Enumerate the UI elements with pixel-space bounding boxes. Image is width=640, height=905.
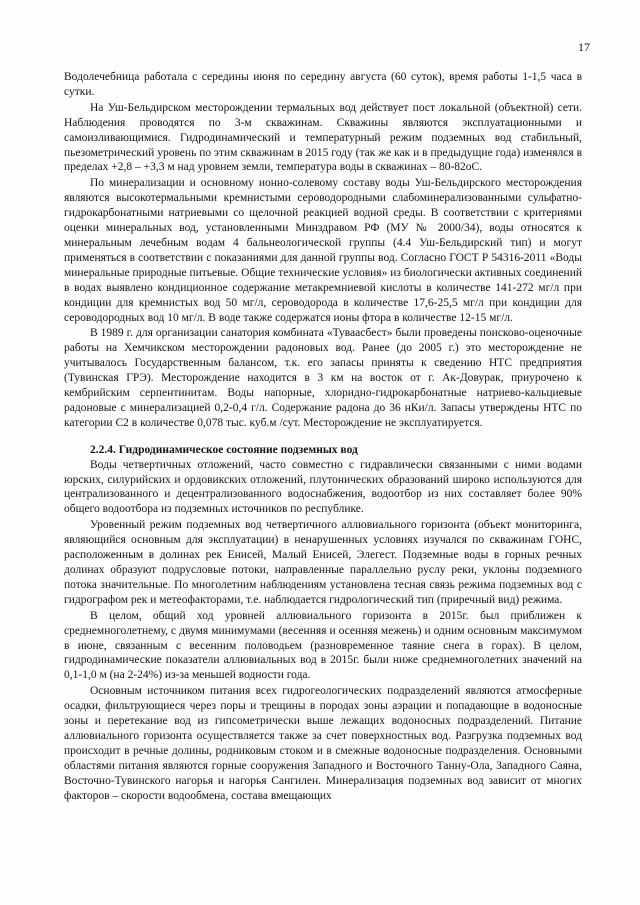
paragraph-level-regime: Уровенный режим подземных вод четвертичного аллювиального горизонта (объект мониторинга, являющийся основным для эксплуатации) в ненарушенных условиях изучался по скважинам ГОНС, расположенным в долинах рек Енисей, Малый Енисей, Элегест. Подземные воды в горных речных долинах образуют подрусловые потоки, направленные параллельно руслу реки, уклоны подземного потока значительные. По многолетним наблюдениям установлена тесная связь режима подземных вод с гидрографом рек и метеофакторами, т.е. наблюдается гидрологический тип (приречный вид) режима. [64, 519, 582, 606]
paragraph-ush-beldir-monitoring: На Уш-Бельдирском месторождении термальных вод действует пост локальной (объектной) сети. Наблюдения проводятся по 3-м скважинам. Скважины являются эксплуатационными и самоизливающимися. Гидродинамический и температурный режим подземных вод стабильный, пьезометрический уровень по этим скважинам в 2015 году (так же как и в предыдущие года) изменялся в пределах +2,8 – +3,3 м над уровнем земли, температура воды в скважинах – 80-82оС. [64, 101, 582, 174]
paragraph-khemchik-radon: В 1989 г. для организации санатория комбината «Туваасбест» были проведены поисково-оценочные работы на Хемчикском месторождении радоновых вод. Ранее (до 2005 г.) это месторождение не учитывалось Государственным балансом, т.к. его запасы приняты к сведению НТС предприятия (Тувинская ГРЭ). Месторождение находится в 3 км на восток от г. Ак-Довурак, приурочено к кембрийским серпентинитам. Воды напорные, хлоридно-гидрокарбонатные натриево-кальциевые радоновые с минерализацией 0,2-0,4 г/л. Содержание радона до 36 нКи/л. Запасы утверждены НТС по категории С2 в количестве 0,078 тыс. куб.м /сут. Месторождение не эксплуатируется. [64, 327, 582, 429]
page-body [64, 70, 582, 805]
paragraph-quaternary-waters: Воды четвертичных отложений, часто совместно с гидравлически связанными с ними водами юрских, силурийских и ордовикских отложений, плутонических образований широко используются для централизованного и децентрализованного водоснабжения, водоотбор из них составляет более 90% общего водоотбора из подземных источников по республике. [64, 458, 582, 516]
section-heading: 2.2.4. Гидродинамическое состояние подземных вод [90, 443, 358, 456]
page-number: 17 [578, 40, 590, 54]
paragraph-recharge-sources: Основным источником питания всех гидрогеологических подразделений являются атмосферные осадки, фильтрующиеся через поры и трещины в породах зоны аэрации и попадающие в водоносные зоны и перетекание вод из гипсометрически выше лежащих водоносных подразделений. Питание аллювиального горизонта осуществляется также за счет поверхностных вод. Разгрузка подземных вод происходит в речные долины, родниковым стоком и в смежные водоносные подразделения. Основными областями питания являются горные сооружения Западного и Восточного Танну-Ола, Западного Саяна, Восточно-Тувинского нагорья и нагорья Сангилен. Минерализация подземных вод зависит от многих факторов – скорости водообмена, состава вмещающих [64, 685, 582, 802]
paragraph-spa-schedule: Водолечебница работала с середины июня по середину августа (60 суток), время работы 1-1,5 часа в сутки. [64, 71, 582, 98]
paragraph-ush-beldir-mineralization: По минерализации и основному ионно-солевому составу воды Уш-Бельдирского месторождения являются высокотермальными кремнистыми сероводородными слабоминерализованными сульфатно-гидрокарбонатными натриевыми со щелочной реакцией водной среды. В соответствии с критериями оценки минеральных вод, установленными Минздравом РФ (МУ № 2000/34), воды относятся к минеральным лечебным водам 4 бальнеологической группы (4.4 Уш-Бельдирский тип) и могут применяться в соответствии с показаниями для данной группы вод. Согласно ГОСТ Р 54316-2011 «Воды минеральные природные питьевые. Общие технические условия» из биологически активных соединений в водах выявлено кондиционное содержание метакремниевой кислоты в количестве 141-272 мг/л при кондиции для кремнистых вод 50 мг/л, сероводорода в количестве 17,6-25,5 мг/л при кондиции для сероводородных вод 10 мг/л. В воде также содержатся ионы фтора в количестве 12-15 мг/л. [64, 177, 582, 324]
paragraph-2015-levels: В целом, общий ход уровней аллювиального горизонта в 2015г. был приближен к среднемноголетнему, с двумя минимумами (весенняя и осенняя межень) и одним основным максимумом в июне, связанным с весенним половодьем (разновременное таяние снега в горах). В целом, гидродинамические показатели аллювиальных вод в 2015г. были ниже среднемноголетних значений на 0,1-1,0 м (на 2-24%) из-за меньшей водности года. [64, 609, 582, 682]
